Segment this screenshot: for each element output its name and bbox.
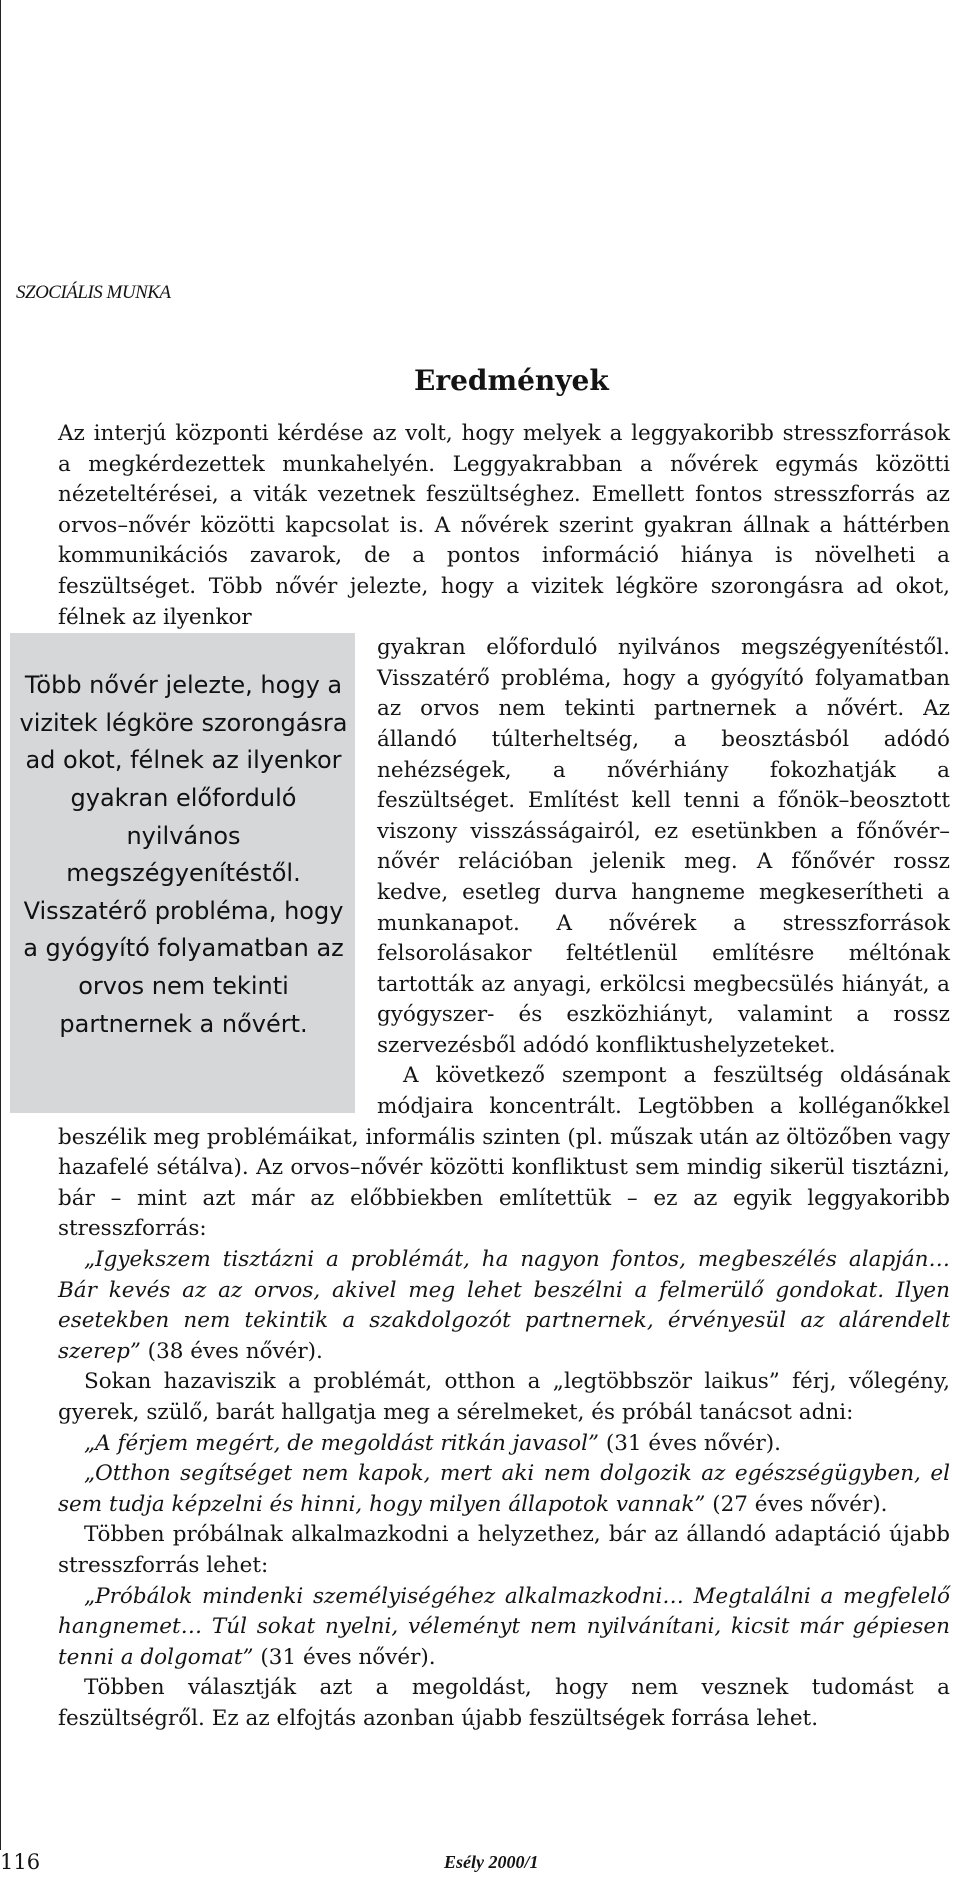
paragraph-ignore: Többen választják azt a megoldást, hogy nem vesznek tudomást a feszültségről. Ez az elfojtás azonban újabb feszültségek forrása lehet. [58, 1675, 950, 1731]
quote-2-text: „A férjem megért, de megoldást ritkán javasol” [84, 1430, 599, 1456]
paragraph-home: Sokan hazaviszik a problémát, otthon a „legtöbbször laikus” férj, vőlegény, gyerek, szülő, barát hallgatja meg a sérelmeket, és próbál tanácsot adni: [58, 1369, 950, 1425]
paragraph-intro-start: Az interjú központi kérdése az volt, hogy melyek a leggyakoribb stresszforrások a megkérdezettek munkahelyén. Leggyakrabban a nővérek egymás közötti nézeteltérései, a viták vezetnek feszültséghez. Emellett fontos stresszforrás az orvos–nővér közötti kapcsolat is. A nővérek szerint gyakran állnak a háttérben kommunikációs zavarok, de a pontos információ hiánya is növelheti a feszültséget. Több nővér jelezte, hogy a vizitek légköre szorongásra ad okot, félnek az ilyenkor [58, 421, 950, 630]
quote-1-text: „Igyekszem tisztázni a problémát, ha nagyon fontos, megbeszélés alapján… Bár kevés az az orvos, akivel meg lehet beszélni a felmerülő gondokat. Ilyen esetekben nem tekintik a szakdolgozót partnernek, érvényesül az alárendelt szerep” [58, 1247, 950, 1364]
quote-3-source: (27 éves nővér). [705, 1491, 888, 1517]
page-number: 116 [0, 1850, 41, 1874]
section-heading: Eredmények [414, 364, 609, 397]
quote-2 [58, 1429, 950, 1460]
quote-4 [58, 1582, 950, 1674]
quote-2-source: (31 éves nővér). [598, 1430, 782, 1456]
section-header: SZOCIÁLIS MUNKA [16, 282, 171, 303]
quote-1 [58, 1245, 950, 1367]
quote-3-text: „Otthon segítséget nem kapok, mert aki nem dolgozik az egészségügyben, el sem tudja képzelni és hinni, hogy milyen állapotok vannak” [58, 1461, 950, 1517]
paragraph-coping: A következő szempont a feszültség oldásának módjaira koncentrált. Legtöbben a kolléganőkkel beszélik meg problémáikat, informális szinten (pl. műszak után az öltözőben vagy hazafelé sétálva). Az orvos–nővér közötti konfliktust sem mindig sikerül tisztázni, bár – mint azt már az előbbiekben említettük – ez az egyik leggyakoribb stresszforrás: [58, 1063, 950, 1242]
journal-name: Esély 2000/1 [444, 1852, 539, 1872]
paragraph-intro-continued: gyakran előforduló nyilvános megszégyenítéstől. Visszatérő probléma, hogy a gyógyító folyamatban az orvos nem tekinti partnernek a nővért. Az állandó túlterheltség, a beosztásból adódó nehézségek, a nővérhiány fokozhatják a feszültséget. Említést kell tenni a főnök–beosztott viszony visszásságairól, ez esetünkben a főnővér–nővér relációban jelenik meg. A főnővér rossz kedve, esetleg durva hangneme megkeserítheti a munkanapot. A nővérek a stresszforrások felsorolásakor feltétlenül említésre méltónak tartották az anyagi, erkölcsi megbecsülés hiányát, a gyógyszer- és eszközhiányt, valamint a rossz szervezésből adódó konfliktushelyzeteket. [377, 635, 950, 1058]
quote-1-source: (38 éves nővér). [140, 1338, 323, 1364]
pull-quote-box: Több nővér jelezte, hogy a vizitek légköre szorongásra ad okot, félnek az ilyenkor gyakran előforduló nyilvános megszégyenítéstől. Visszatérő probléma, hogy a gyógyító folyamatban az orvos nem tekinti partnernek a nővért. [10, 633, 355, 1113]
paragraph-adapt: Többen próbálnak alkalmazkodni a helyzethez, bár az állandó adaptáció újabb stresszforrás lehet: [58, 1522, 950, 1578]
article-body [19, 419, 950, 1735]
quote-4-source: (31 éves nővér). [253, 1644, 436, 1670]
quote-4-text: „Próbálok mindenki személyiségéhez alkalmazkodni… Megtalálni a megfelelő hangnemet… Túl sokat nyelni, véleményt nem nyilvánítani, kicsit már gépiesen tenni a dolgomat” [58, 1583, 950, 1670]
left-margin-rule [0, 0, 1, 1850]
quote-3 [58, 1459, 950, 1520]
